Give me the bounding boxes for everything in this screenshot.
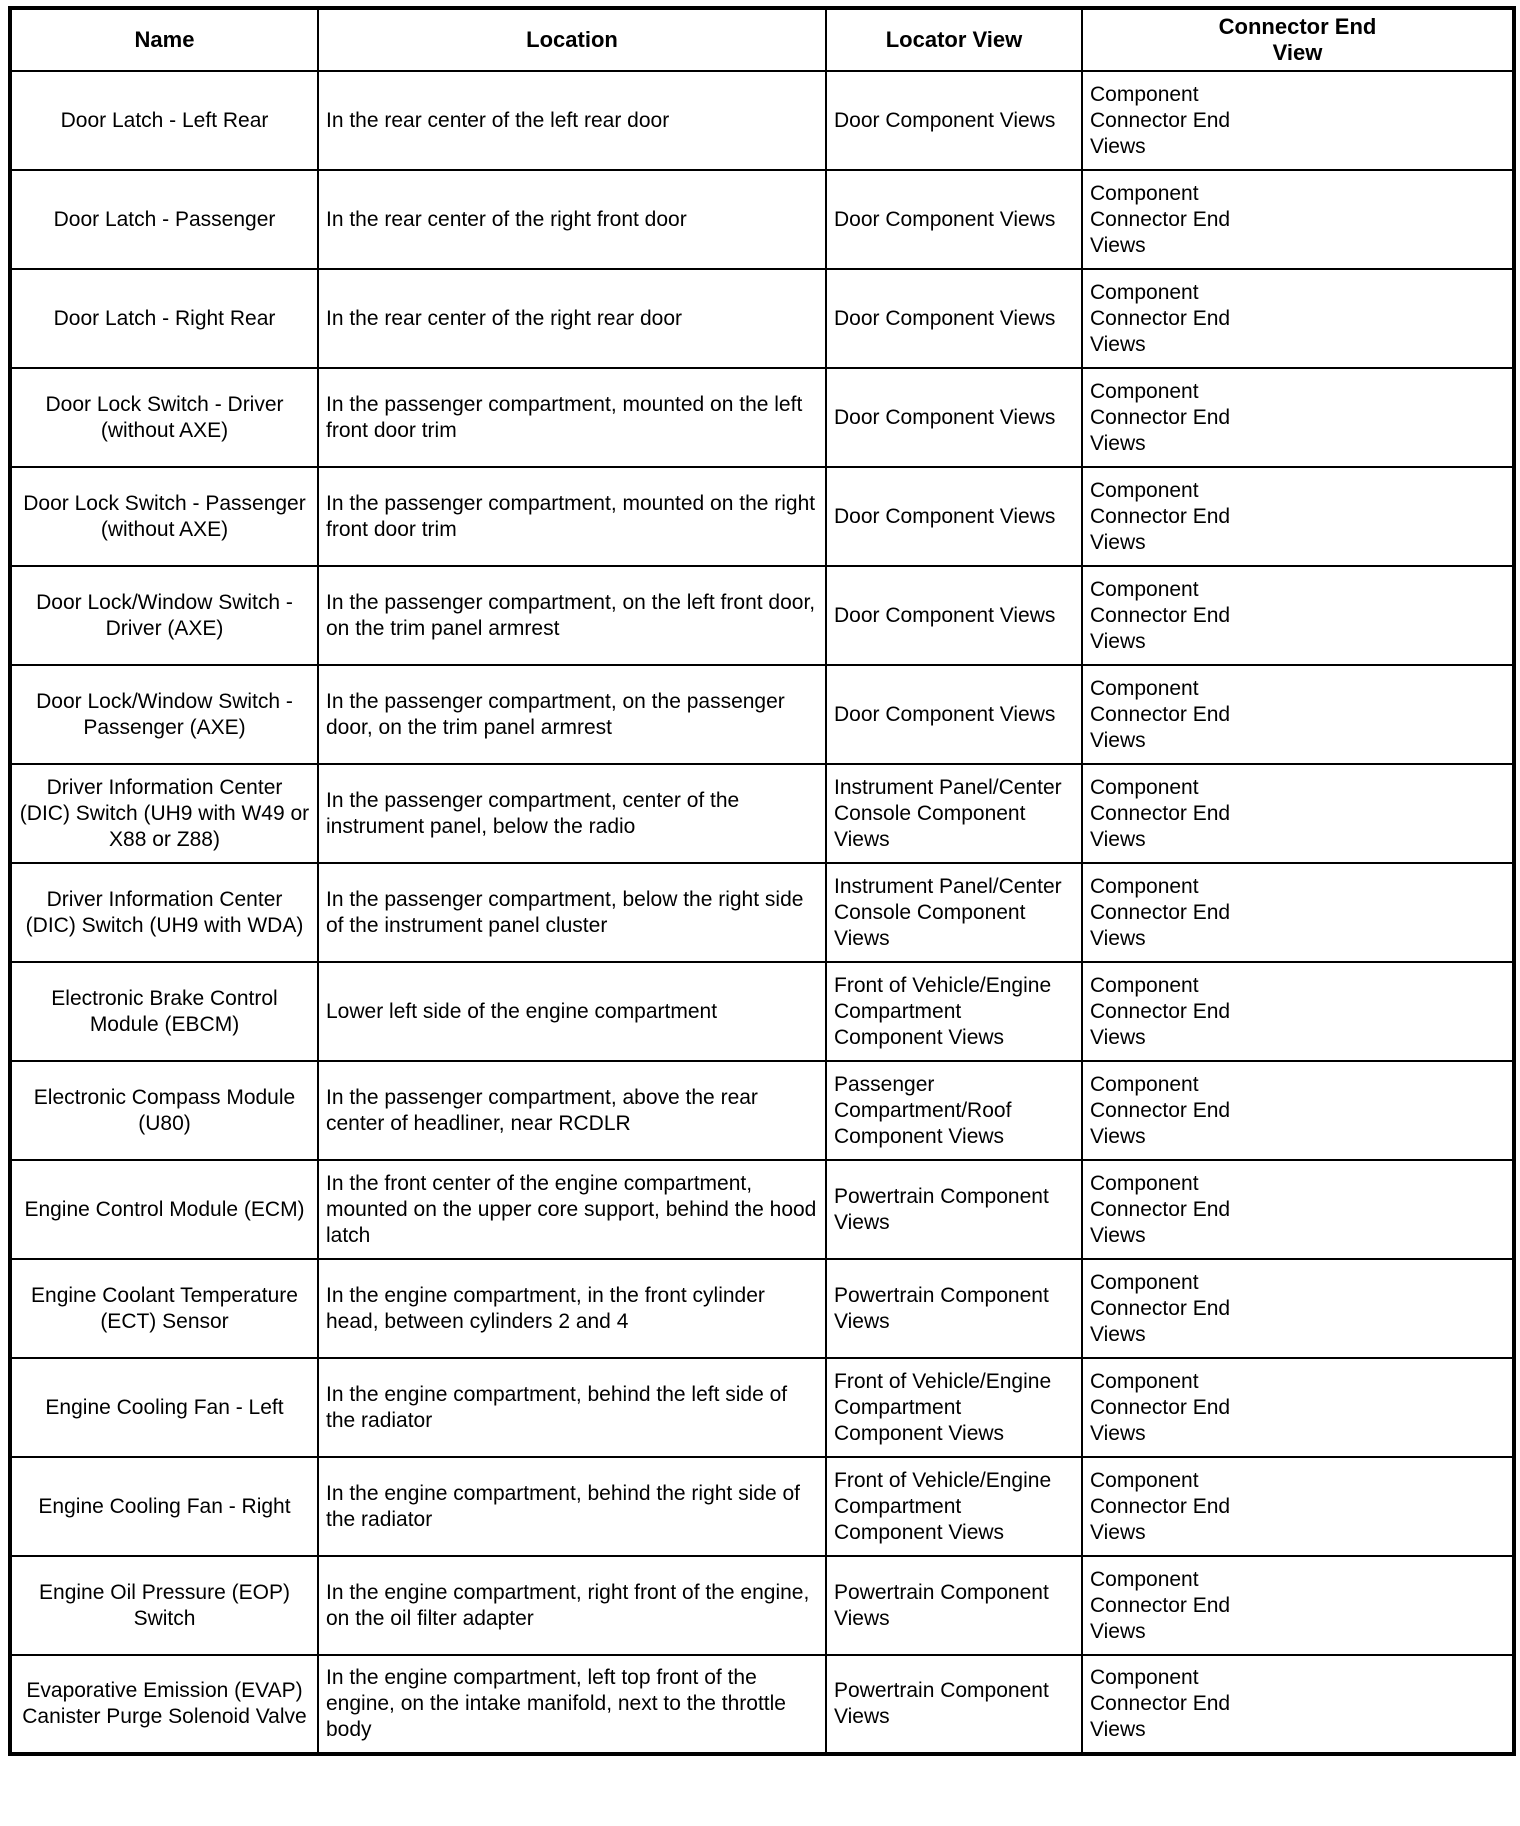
- table-row: [10, 1160, 1514, 1259]
- table-head: [10, 8, 1514, 71]
- table-row: [10, 1556, 1514, 1655]
- connector-end-view-cell: [1082, 170, 1514, 269]
- connector-end-view-text: Component Connector End Views: [1090, 874, 1231, 950]
- component-name-cell: Electronic Compass Module (U80): [10, 1061, 318, 1160]
- table-row: [10, 566, 1514, 665]
- header-location: Location: [318, 8, 826, 71]
- connector-end-view-text: Component Connector End Views: [1090, 1666, 1231, 1741]
- table-row: [10, 962, 1514, 1061]
- table-body: [10, 71, 1514, 1754]
- connector-end-view-cell: [1082, 1061, 1514, 1160]
- component-name-cell: Driver Information Center (DIC) Switch (UH9 with WDA): [10, 863, 318, 962]
- connector-end-view-text: Component Connector End Views: [1090, 973, 1231, 1049]
- table-row: [10, 269, 1514, 368]
- table-header-row: [10, 8, 1514, 71]
- locator-view-cell: Powertrain Component Views: [826, 1160, 1082, 1259]
- component-name-cell: Electronic Brake Control Module (EBCM): [10, 962, 318, 1061]
- table-row: [10, 1457, 1514, 1556]
- location-cell: In the passenger compartment, on the left front door, on the trim panel armrest: [318, 566, 826, 665]
- locator-view-cell: Front of Vehicle/Engine Compartment Component Views: [826, 962, 1082, 1061]
- location-cell: In the engine compartment, left top front of the engine, on the intake manifold, next to the throttle body: [318, 1655, 826, 1754]
- locator-view-cell: Door Component Views: [826, 368, 1082, 467]
- component-name-cell: Engine Oil Pressure (EOP) Switch: [10, 1556, 318, 1655]
- component-name-cell: Door Lock Switch - Driver (without AXE): [10, 368, 318, 467]
- table-row: [10, 863, 1514, 962]
- component-name-cell: Door Lock Switch - Passenger (without AXE): [10, 467, 318, 566]
- component-name-cell: Door Lock/Window Switch - Passenger (AXE): [10, 665, 318, 764]
- locator-view-cell: Instrument Panel/Center Console Component Views: [826, 764, 1082, 863]
- connector-end-view-text: Component Connector End Views: [1090, 1171, 1231, 1247]
- location-cell: In the rear center of the right rear door: [318, 269, 826, 368]
- component-location-table: [8, 6, 1516, 1756]
- connector-end-view-text: Component Connector End Views: [1090, 1567, 1231, 1643]
- component-name-cell: Door Lock/Window Switch - Driver (AXE): [10, 566, 318, 665]
- table-row: [10, 764, 1514, 863]
- connector-end-view-cell: [1082, 863, 1514, 962]
- locator-view-cell: Powertrain Component Views: [826, 1259, 1082, 1358]
- location-cell: In the passenger compartment, below the right side of the instrument panel cluster: [318, 863, 826, 962]
- connector-end-view-text: Component Connector End Views: [1090, 379, 1231, 455]
- component-name-cell: Door Latch - Right Rear: [10, 269, 318, 368]
- location-cell: In the rear center of the right front door: [318, 170, 826, 269]
- location-cell: In the engine compartment, behind the right side of the radiator: [318, 1457, 826, 1556]
- component-name-cell: Engine Coolant Temperature (ECT) Sensor: [10, 1259, 318, 1358]
- location-cell: In the engine compartment, right front of the engine, on the oil filter adapter: [318, 1556, 826, 1655]
- connector-end-view-cell: [1082, 467, 1514, 566]
- locator-view-cell: Door Component Views: [826, 269, 1082, 368]
- location-cell: In the passenger compartment, on the passenger door, on the trim panel armrest: [318, 665, 826, 764]
- locator-view-cell: Door Component Views: [826, 71, 1082, 170]
- table-row: [10, 368, 1514, 467]
- connector-end-view-text: Component Connector End Views: [1090, 577, 1231, 653]
- locator-view-cell: Front of Vehicle/Engine Compartment Component Views: [826, 1457, 1082, 1556]
- connector-end-view-cell: [1082, 764, 1514, 863]
- connector-end-view-text: Component Connector End Views: [1090, 82, 1231, 158]
- connector-end-view-text: Component Connector End Views: [1090, 1270, 1231, 1346]
- connector-end-view-cell: [1082, 71, 1514, 170]
- table-row: [10, 1061, 1514, 1160]
- component-name-cell: Driver Information Center (DIC) Switch (UH9 with W49 or X88 or Z88): [10, 764, 318, 863]
- header-locator-view: Locator View: [826, 8, 1082, 71]
- location-cell: In the passenger compartment, center of the instrument panel, below the radio: [318, 764, 826, 863]
- component-name-cell: Engine Cooling Fan - Right: [10, 1457, 318, 1556]
- connector-end-view-cell: [1082, 1259, 1514, 1358]
- connector-end-view-cell: [1082, 1160, 1514, 1259]
- locator-view-cell: Door Component Views: [826, 665, 1082, 764]
- connector-end-view-cell: [1082, 962, 1514, 1061]
- locator-view-cell: Door Component Views: [826, 467, 1082, 566]
- connector-end-view-cell: [1082, 566, 1514, 665]
- component-name-cell: Engine Cooling Fan - Left: [10, 1358, 318, 1457]
- location-cell: In the engine compartment, in the front cylinder head, between cylinders 2 and 4: [318, 1259, 826, 1358]
- locator-view-cell: Powertrain Component Views: [826, 1655, 1082, 1754]
- connector-end-view-cell: [1082, 1655, 1514, 1754]
- location-cell: In the front center of the engine compartment, mounted on the upper core support, behind the hood latch: [318, 1160, 826, 1259]
- locator-view-cell: Passenger Compartment/Roof Component Views: [826, 1061, 1082, 1160]
- header-name: Name: [10, 8, 318, 71]
- table-row: [10, 1259, 1514, 1358]
- component-name-cell: Evaporative Emission (EVAP) Canister Purge Solenoid Valve: [10, 1655, 318, 1754]
- location-cell: Lower left side of the engine compartment: [318, 962, 826, 1061]
- locator-view-cell: Instrument Panel/Center Console Component Views: [826, 863, 1082, 962]
- location-cell: In the passenger compartment, above the rear center of headliner, near RCDLR: [318, 1061, 826, 1160]
- component-name-cell: Door Latch - Left Rear: [10, 71, 318, 170]
- location-cell: In the passenger compartment, mounted on the left front door trim: [318, 368, 826, 467]
- connector-end-view-cell: [1082, 1556, 1514, 1655]
- component-name-cell: Engine Control Module (ECM): [10, 1160, 318, 1259]
- header-connector-end-view: [1082, 8, 1514, 71]
- connector-end-view-text: Component Connector End Views: [1090, 1468, 1231, 1544]
- component-name-cell: Door Latch - Passenger: [10, 170, 318, 269]
- locator-view-cell: Door Component Views: [826, 170, 1082, 269]
- connector-end-view-cell: [1082, 269, 1514, 368]
- locator-view-cell: Powertrain Component Views: [826, 1556, 1082, 1655]
- locator-view-cell: Front of Vehicle/Engine Compartment Component Views: [826, 1358, 1082, 1457]
- location-cell: In the engine compartment, behind the left side of the radiator: [318, 1358, 826, 1457]
- table-row: [10, 1655, 1514, 1754]
- connector-end-view-text: Component Connector End Views: [1090, 1072, 1231, 1148]
- header-connector-end-view-label: Connector End View: [1218, 14, 1377, 65]
- table-row: [10, 71, 1514, 170]
- connector-end-view-text: Component Connector End Views: [1090, 775, 1231, 851]
- table-row: [10, 467, 1514, 566]
- connector-end-view-text: Component Connector End Views: [1090, 478, 1231, 554]
- table-row: [10, 170, 1514, 269]
- connector-end-view-cell: [1082, 1358, 1514, 1457]
- connector-end-view-cell: [1082, 368, 1514, 467]
- location-cell: In the passenger compartment, mounted on the right front door trim: [318, 467, 826, 566]
- connector-end-view-text: Component Connector End Views: [1090, 676, 1231, 752]
- table-row: [10, 665, 1514, 764]
- connector-end-view-text: Component Connector End Views: [1090, 181, 1231, 257]
- locator-view-cell: Door Component Views: [826, 566, 1082, 665]
- table-row: [10, 1358, 1514, 1457]
- connector-end-view-text: Component Connector End Views: [1090, 1369, 1231, 1445]
- location-cell: In the rear center of the left rear door: [318, 71, 826, 170]
- connector-end-view-cell: [1082, 1457, 1514, 1556]
- connector-end-view-cell: [1082, 665, 1514, 764]
- connector-end-view-text: Component Connector End Views: [1090, 280, 1231, 356]
